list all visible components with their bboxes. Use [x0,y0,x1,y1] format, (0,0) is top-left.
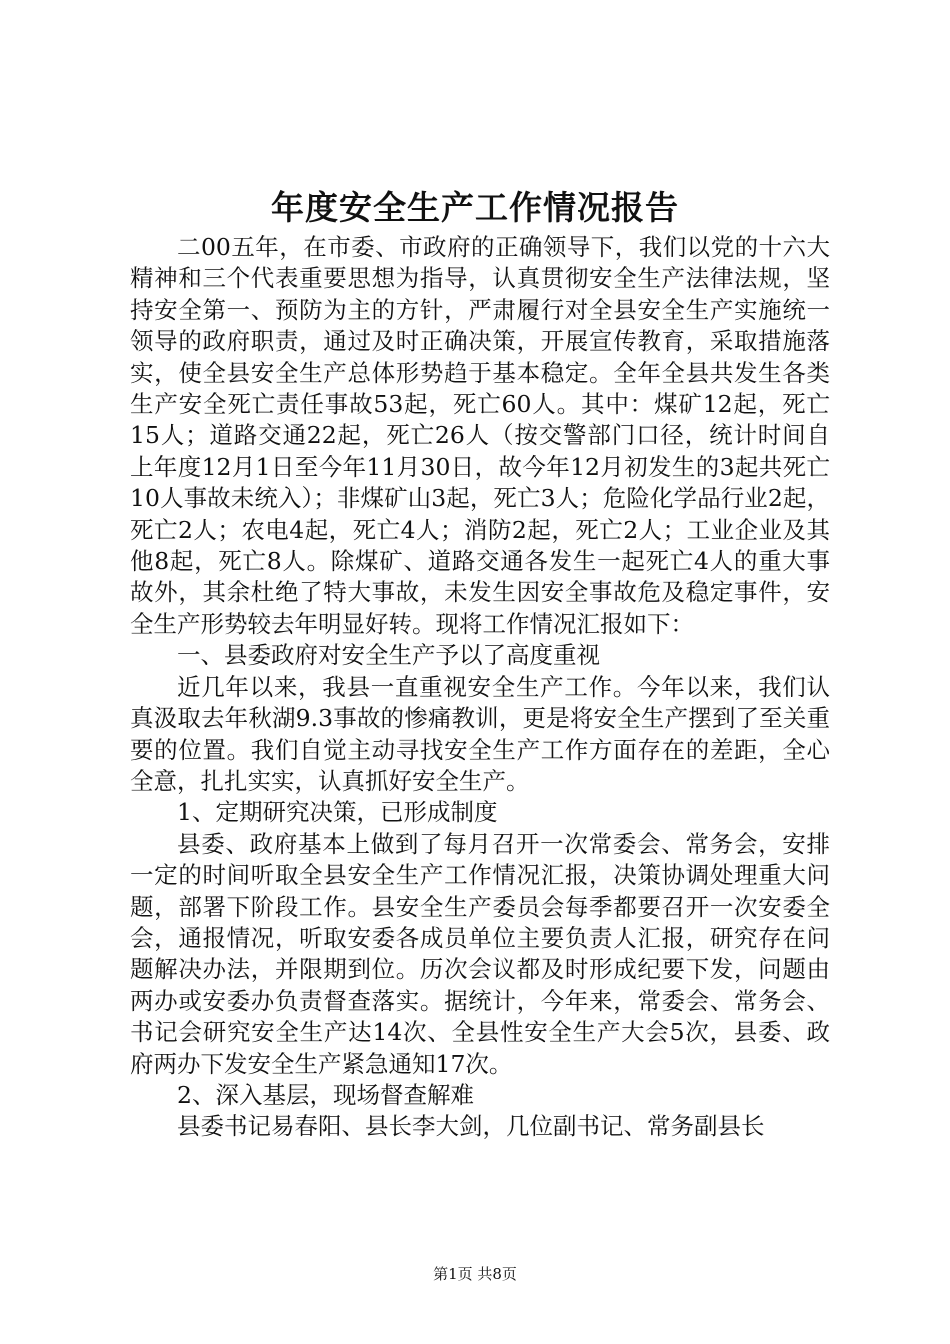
document-body [130,232,830,1143]
section-heading-1: 一、县委政府对安全生产予以了高度重视 [177,641,600,670]
paragraph-subsection-1: 县委、政府基本上做到了每月召开一次常委会、常务会，安排一定的时间听取全县安全生产工作情况汇报，决策协调处理重大问题，部署下阶段工作。县安全生产委员会每季都要召开一次安委全会，通报情况，听取安委各成员单位主要负责人汇报，研究存在问题解决办法，并限期到位。历次会议都及时形成纪要下发，问题由两办或安委办负责督查落实。据统计，今年来，常委会、常务会、书记会研究安全生产达14次、全县性安全生产大会5次，县委、政府两办下发安全生产紧急通知17次。 [130,829,830,1078]
document-title: 年度安全生产工作情况报告 [271,188,679,227]
page-footer: 第1页 共8页 [433,1265,517,1283]
paragraph-subsection-2: 县委书记易春阳、县长李大剑，几位副书记、常务副县长 [177,1112,765,1141]
paragraph-intro: 二00五年，在市委、市政府的正确领导下，我们以党的十六大精神和三个代表重要思想为指导，认真贯彻安全生产法律法规，坚持安全第一、预防为主的方针，严肃履行对全县安全生产实施统一领导的政府职责，通过及时正确决策，开展宣传教育，采取措施落实，使全县安全生产总体形势趋于基本稳定。全年全县共发生各类生产安全死亡责任事故53起，死亡60人。其中：煤矿12起，死亡15人；道路交通22起，死亡26人（按交警部门口径，统计时间自上年度12月1日至今年11月30日，故今年12月初发生的3起共死亡10人事故未统入）；非煤矿山3起，死亡3人；危险化学品行业2起，死亡2人；农电4起，死亡4人；消防2起，死亡2人；工业企业及其他8起，死亡8人。除煤矿、道路交通各发生一起死亡4人的重大事故外，其余杜绝了特大事故，未发生因安全事故危及稳定事件，安全生产形势较去年明显好转。现将工作情况汇报如下： [130,233,830,638]
subsection-heading-1: 1、定期研究决策，已形成制度 [177,798,498,827]
paragraph-section-1: 近几年以来，我县一直重视安全生产工作。今年以来，我们认真汲取去年秋湖9.3事故的惨痛教训，更是将安全生产摆到了至关重要的位置。我们自觉主动寻找安全生产工作方面存在的差距，全心全意，扎扎实实，认真抓好安全生产。 [130,672,830,795]
subsection-heading-2: 2、深入基层，现场督查解难 [177,1080,474,1109]
